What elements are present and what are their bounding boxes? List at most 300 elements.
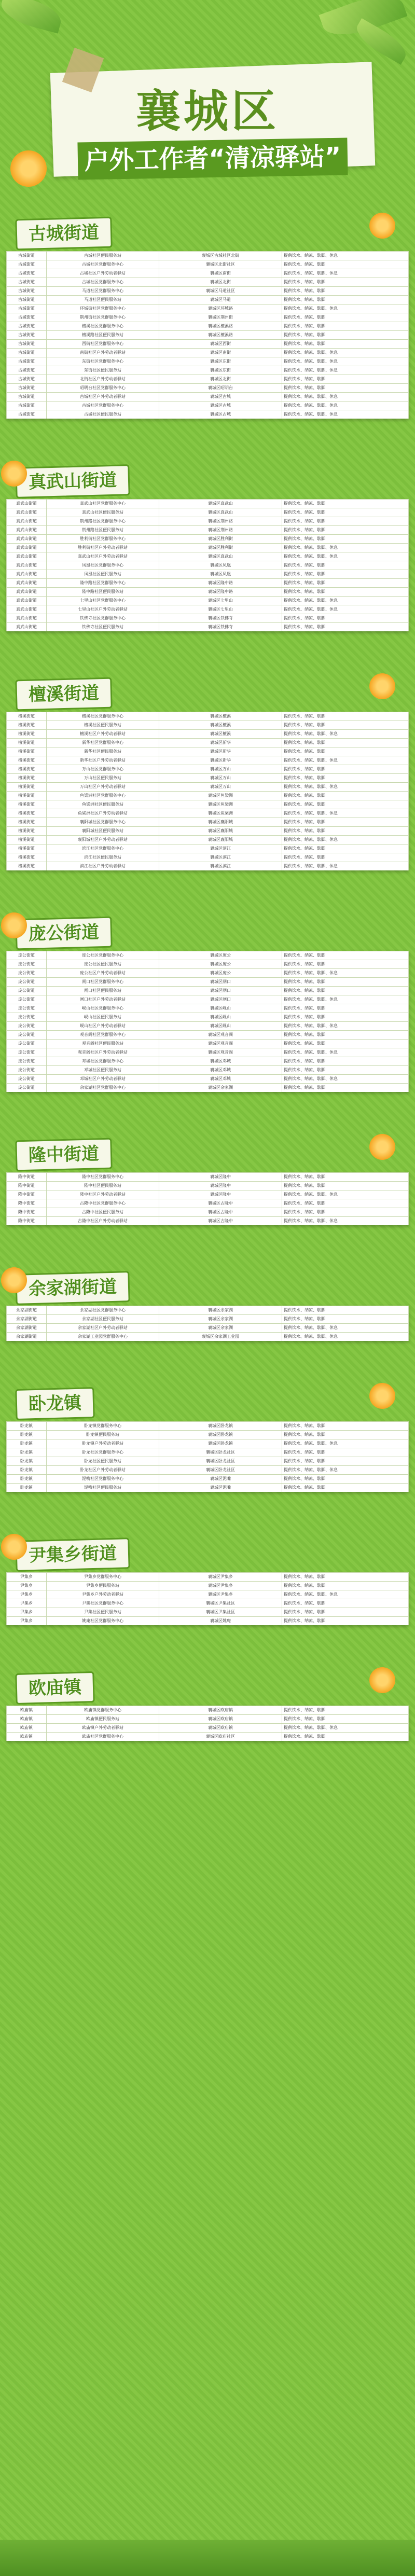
- section: [6, 1539, 409, 1628]
- section-title: 卧龙镇: [15, 1387, 95, 1420]
- table-row: [7, 712, 409, 721]
- table-cell: 檀溪街道: [7, 712, 47, 721]
- table-cell: 提供饮水、纳凉、歇脚: [282, 1608, 409, 1617]
- table-cell: 提供饮水、纳凉、歇脚: [282, 1182, 409, 1190]
- table-cell: 襄城区隆中路: [159, 588, 282, 597]
- table-row: [7, 287, 409, 296]
- table-row: [7, 588, 409, 597]
- table-cell: 襄城区荆州路: [159, 526, 282, 535]
- table-cell: 提供饮水、纳凉、歇脚、休息: [282, 269, 409, 278]
- table-cell: 尹集乡党群服务中心: [47, 1573, 159, 1582]
- table-cell: 庞公街道: [7, 1013, 47, 1022]
- table-cell: 提供饮水、纳凉、歇脚: [282, 278, 409, 287]
- table-row: [7, 756, 409, 765]
- table-cell: 襄城区庞公: [159, 951, 282, 960]
- table-cell: 古城街道: [7, 340, 47, 349]
- table-cell: 马道社区党群服务中心: [47, 287, 159, 296]
- table-cell: 襄城区隆中: [159, 1173, 282, 1182]
- table-row: [7, 1040, 409, 1048]
- table-cell: 襄城区闸口: [159, 987, 282, 995]
- table-cell: 襄城区隆中路: [159, 579, 282, 588]
- table-cell: 襄城区西街: [159, 340, 282, 349]
- table-cell: 卧龙镇: [7, 1448, 47, 1457]
- table-cell: 襄城区余家湖: [159, 1315, 282, 1324]
- table-cell: 襄城区檀溪路: [159, 322, 282, 331]
- table-row: [7, 561, 409, 570]
- table-cell: 闸口社区便民服务站: [47, 987, 159, 995]
- table-cell: 庞公街道: [7, 1022, 47, 1031]
- table-row: [7, 1182, 409, 1190]
- table-row: [7, 747, 409, 756]
- table-cell: 提供饮水、纳凉、歇脚: [282, 561, 409, 570]
- table-cell: 襄城区滨江: [159, 862, 282, 871]
- table-cell: 卧龙镇: [7, 1422, 47, 1431]
- table-row: [7, 393, 409, 401]
- table-cell: 庞公街道: [7, 1031, 47, 1040]
- table-cell: 余家湖社区便民服务站: [47, 1315, 159, 1324]
- table-cell: 古隆中社区党群服务中心: [47, 1199, 159, 1208]
- table-cell: 檀溪街道: [7, 721, 47, 730]
- table-cell: 提供饮水、纳凉、歇脚: [282, 800, 409, 809]
- station-table: [6, 1172, 409, 1225]
- header: [21, 31, 394, 202]
- table-cell: 襄城区真武山: [159, 552, 282, 561]
- table-cell: 真武山社区户外劳动者驿站: [47, 552, 159, 561]
- table-row: [7, 517, 409, 526]
- table-cell: 隆中街道: [7, 1173, 47, 1182]
- table-cell: 庞公街道: [7, 960, 47, 969]
- table-cell: 襄城区东街: [159, 357, 282, 366]
- table-cell: 真武山街道: [7, 544, 47, 552]
- table-cell: 观音阁社区便民服务站: [47, 1040, 159, 1048]
- table-cell: 襄城区铁佛寺: [159, 614, 282, 623]
- table-cell: 襄城区闸口: [159, 978, 282, 987]
- table-cell: 提供饮水、纳凉、歇脚: [282, 765, 409, 774]
- table-row: [7, 1066, 409, 1075]
- table-cell: 卧龙社区户外劳动者驿站: [47, 1466, 159, 1475]
- table-row: [7, 1475, 409, 1484]
- table-cell: 凤凰社区便民服务站: [47, 570, 159, 579]
- table-cell: 提供饮水、纳凉、歇脚、休息: [282, 357, 409, 366]
- table-cell: 隆中路社区党群服务中心: [47, 579, 159, 588]
- table-cell: 古城街道: [7, 287, 47, 296]
- table-cell: 余家湖街道: [7, 1315, 47, 1324]
- table-cell: 襄城区万山: [159, 783, 282, 792]
- table-row: [7, 1031, 409, 1040]
- table-cell: 提供饮水、纳凉、歇脚、休息: [282, 393, 409, 401]
- table-cell: 襄城区胜利街: [159, 535, 282, 544]
- table-cell: 真武山街道: [7, 570, 47, 579]
- table-row: [7, 252, 409, 260]
- table-cell: 提供饮水、纳凉、歇脚: [282, 526, 409, 535]
- table-cell: 古城社区党群服务中心: [47, 260, 159, 269]
- table-cell: 提供饮水、纳凉、歇脚、休息: [282, 1022, 409, 1031]
- table-row: [7, 375, 409, 384]
- table-cell: 襄城区北街社区: [159, 260, 282, 269]
- table-cell: 尹集乡户外劳动者驿站: [47, 1590, 159, 1599]
- table-cell: 檀溪街道: [7, 730, 47, 739]
- table-row: [7, 818, 409, 827]
- table-row: [7, 730, 409, 739]
- table-cell: 襄城区古隆中: [159, 1199, 282, 1208]
- table-cell: 岘山社区便民服务站: [47, 1013, 159, 1022]
- table-cell: 提供饮水、纳凉、歇脚: [282, 1573, 409, 1582]
- table-cell: 襄城区檀溪路: [159, 331, 282, 340]
- table-row: [7, 304, 409, 313]
- table-cell: 提供饮水、纳凉、歇脚、休息: [282, 1075, 409, 1084]
- table-cell: 提供饮水、纳凉、歇脚: [282, 500, 409, 508]
- table-cell: 真武山街道: [7, 614, 47, 623]
- table-row: [7, 1315, 409, 1324]
- table-cell: 提供饮水、纳凉、歇脚、休息: [282, 783, 409, 792]
- table-cell: 提供饮水、纳凉、歇脚: [282, 844, 409, 853]
- table-cell: 提供饮水、纳凉、歇脚: [282, 1057, 409, 1066]
- table-row: [7, 552, 409, 561]
- table-cell: 襄城区邓城: [159, 1057, 282, 1066]
- table-cell: 欧庙镇: [7, 1724, 47, 1733]
- table-cell: 古城社区户外劳动者驿站: [47, 269, 159, 278]
- table-cell: 提供饮水、纳凉、歇脚: [282, 987, 409, 995]
- flower-decoration: [10, 150, 47, 187]
- table-cell: 真武山街道: [7, 561, 47, 570]
- table-cell: 真武山街道: [7, 605, 47, 614]
- table-cell: 提供饮水、纳凉、歇脚、休息: [282, 730, 409, 739]
- table-cell: 提供饮水、纳凉、歇脚、休息: [282, 605, 409, 614]
- table-cell: 闸口社区户外劳动者驿站: [47, 995, 159, 1004]
- table-cell: 卧龙社区便民服务站: [47, 1457, 159, 1466]
- table-cell: 襄阳城社区便民服务站: [47, 827, 159, 836]
- table-cell: 檀溪街道: [7, 818, 47, 827]
- table-cell: 隆中街道: [7, 1199, 47, 1208]
- table-cell: 提供饮水、纳凉、歇脚: [282, 1040, 409, 1048]
- table-cell: 庞公街道: [7, 995, 47, 1004]
- table-cell: 襄城区古隆中: [159, 1208, 282, 1217]
- table-cell: 提供饮水、纳凉、歇脚、休息: [282, 1333, 409, 1341]
- table-cell: 提供饮水、纳凉、歇脚: [282, 1199, 409, 1208]
- table-cell: 北街社区户外劳动者驿站: [47, 375, 159, 384]
- table-row: [7, 597, 409, 605]
- table-cell: 提供饮水、纳凉、歇脚: [282, 287, 409, 296]
- table-cell: 卧龙社区党群服务中心: [47, 1448, 159, 1457]
- table-cell: 襄城区欧庙镇: [159, 1715, 282, 1724]
- table-cell: 襄城区隆中: [159, 1182, 282, 1190]
- table-cell: 檀溪街道: [7, 783, 47, 792]
- table-cell: 尹集乡: [7, 1590, 47, 1599]
- table-row: [7, 579, 409, 588]
- table-row: [7, 862, 409, 871]
- table-row: [7, 1199, 409, 1208]
- table-cell: 古城街道: [7, 357, 47, 366]
- table-cell: 南街社区户外劳动者驿站: [47, 349, 159, 357]
- table-row: [7, 827, 409, 836]
- table-cell: 襄城区卧龙社区: [159, 1448, 282, 1457]
- table-cell: 襄城区观音阁: [159, 1031, 282, 1040]
- table-row: [7, 739, 409, 747]
- flower-decoration: [1, 1534, 27, 1560]
- table-cell: 余家湖街道: [7, 1333, 47, 1341]
- table-row: [7, 322, 409, 331]
- table-cell: 襄城区余家湖工业园: [159, 1333, 282, 1341]
- table-cell: 提供饮水、纳凉、歇脚: [282, 1173, 409, 1182]
- table-row: [7, 1333, 409, 1341]
- table-cell: 襄城区万山: [159, 765, 282, 774]
- table-cell: 襄城区岘山: [159, 1013, 282, 1022]
- table-cell: 岘山社区户外劳动者驿站: [47, 1022, 159, 1031]
- table-cell: 提供饮水、纳凉、歇脚: [282, 951, 409, 960]
- section-title: 古城街道: [15, 217, 113, 251]
- table-cell: 襄城区环城路: [159, 304, 282, 313]
- table-cell: 襄城区余家湖: [159, 1324, 282, 1333]
- section-title: 欧庙镇: [15, 1671, 95, 1705]
- table-cell: 提供饮水、纳凉、歇脚: [282, 1599, 409, 1608]
- table-row: [7, 357, 409, 366]
- table-row: [7, 526, 409, 535]
- table-cell: 古城街道: [7, 269, 47, 278]
- table-cell: 隆中社区党群服务中心: [47, 1173, 159, 1182]
- table-cell: 提供饮水、纳凉、歇脚、休息: [282, 995, 409, 1004]
- table-row: [7, 500, 409, 508]
- table-row: [7, 1217, 409, 1226]
- table-cell: 卧龙镇户外劳动者驿站: [47, 1439, 159, 1448]
- table-cell: 真武山街道: [7, 552, 47, 561]
- table-cell: 提供饮水、纳凉、歇脚: [282, 1031, 409, 1040]
- table-row: [7, 366, 409, 375]
- table-row: [7, 995, 409, 1004]
- table-cell: 真武山街道: [7, 508, 47, 517]
- table-row: [7, 765, 409, 774]
- table-cell: 庞公街道: [7, 1075, 47, 1084]
- table-cell: 提供饮水、纳凉、歇脚: [282, 1431, 409, 1439]
- table-cell: 提供饮水、纳凉、歇脚: [282, 1013, 409, 1022]
- table-cell: 尹集乡便民服务站: [47, 1582, 159, 1590]
- table-cell: 凤凰社区党群服务中心: [47, 561, 159, 570]
- table-cell: 隆中路社区便民服务站: [47, 588, 159, 597]
- table-cell: 隆中街道: [7, 1190, 47, 1199]
- table-cell: 提供饮水、纳凉、歇脚、休息: [282, 1217, 409, 1226]
- table-cell: 余家湖社区户外劳动者驿站: [47, 1324, 159, 1333]
- table-row: [7, 313, 409, 322]
- table-cell: 真武山街道: [7, 526, 47, 535]
- table-cell: 尹集乡: [7, 1573, 47, 1582]
- table-cell: 古城街道: [7, 401, 47, 410]
- table-cell: 古城街道: [7, 278, 47, 287]
- table-cell: 襄城区南街: [159, 269, 282, 278]
- table-cell: 襄城区古城社区北街: [159, 252, 282, 260]
- table-row: [7, 1715, 409, 1724]
- table-row: [7, 1324, 409, 1333]
- grass-footer: [0, 2540, 415, 2576]
- table-cell: 鱼梁洲社区党群服务中心: [47, 792, 159, 800]
- table-cell: 襄城区古城: [159, 401, 282, 410]
- table-cell: 新华社区户外劳动者驿站: [47, 756, 159, 765]
- table-cell: 襄城区姚庵: [159, 1617, 282, 1626]
- section: [6, 466, 409, 634]
- table-cell: 卧龙镇党群服务中心: [47, 1422, 159, 1431]
- table-row: [7, 969, 409, 978]
- table-cell: 襄城区尹集乡: [159, 1573, 282, 1582]
- table-cell: 襄城区卧龙镇: [159, 1431, 282, 1439]
- table-cell: 邓城社区党群服务中心: [47, 1057, 159, 1066]
- flower-decoration: [1, 912, 27, 938]
- table-cell: 荆州街社区党群服务中心: [47, 313, 159, 322]
- table-cell: 提供饮水、纳凉、歇脚: [282, 827, 409, 836]
- table-cell: 檀溪社区便民服务站: [47, 721, 159, 730]
- table-cell: 提供饮水、纳凉、歇脚: [282, 375, 409, 384]
- table-row: [7, 1208, 409, 1217]
- table-cell: 提供饮水、纳凉、歇脚: [282, 1706, 409, 1715]
- table-row: [7, 410, 409, 419]
- table-cell: 万山社区便民服务站: [47, 774, 159, 783]
- page-subtitle: 户外工作者“清凉驿站”: [77, 137, 348, 179]
- station-table: [6, 951, 409, 1092]
- table-row: [7, 960, 409, 969]
- table-row: [7, 987, 409, 995]
- table-cell: 襄城区七里山: [159, 597, 282, 605]
- section: [6, 678, 409, 874]
- table-cell: 檀溪街道: [7, 774, 47, 783]
- table-cell: 滨江社区户外劳动者驿站: [47, 862, 159, 871]
- table-cell: 欧庙镇党群服务中心: [47, 1706, 159, 1715]
- table-cell: 真武山社区便民服务站: [47, 508, 159, 517]
- table-cell: 提供饮水、纳凉、歇脚: [282, 1457, 409, 1466]
- table-row: [7, 570, 409, 579]
- table-cell: 古城街道: [7, 296, 47, 304]
- flower-decoration: [369, 1134, 395, 1160]
- table-cell: 檀溪社区户外劳动者驿站: [47, 730, 159, 739]
- table-cell: 提供饮水、纳凉、歇脚: [282, 1715, 409, 1724]
- table-cell: 提供饮水、纳凉、歇脚、休息: [282, 1048, 409, 1057]
- table-cell: 提供饮水、纳凉、歇脚: [282, 535, 409, 544]
- table-cell: 提供饮水、纳凉、歇脚、休息: [282, 1466, 409, 1475]
- table-cell: 荆州路社区党群服务中心: [47, 517, 159, 526]
- table-cell: 襄城区卧龙社区: [159, 1457, 282, 1466]
- table-cell: 襄城区万山: [159, 774, 282, 783]
- table-cell: 提供饮水、纳凉、歇脚、休息: [282, 862, 409, 871]
- table-cell: 提供饮水、纳凉、歇脚、休息: [282, 836, 409, 844]
- table-row: [7, 544, 409, 552]
- table-cell: 提供饮水、纳凉、歇脚: [282, 579, 409, 588]
- table-cell: 古城街道: [7, 366, 47, 375]
- table-cell: 万山社区党群服务中心: [47, 765, 159, 774]
- table-row: [7, 800, 409, 809]
- table-row: [7, 853, 409, 862]
- table-cell: 东街社区党群服务中心: [47, 357, 159, 366]
- table-cell: 提供饮水、纳凉、歇脚、休息: [282, 1724, 409, 1733]
- table-cell: 庞公街道: [7, 978, 47, 987]
- table-row: [7, 1733, 409, 1741]
- table-row: [7, 269, 409, 278]
- flower-decoration: [369, 1383, 395, 1409]
- table-cell: 环城街社区党群服务中心: [47, 304, 159, 313]
- table-cell: 卧龙镇: [7, 1439, 47, 1448]
- table-cell: 襄城区岘山: [159, 1022, 282, 1031]
- section: [6, 1388, 409, 1495]
- table-cell: 真武山街道: [7, 500, 47, 508]
- table-cell: 襄城区尹集乡: [159, 1590, 282, 1599]
- table-cell: 隆中街道: [7, 1217, 47, 1226]
- table-cell: 提供饮水、纳凉、歇脚、休息: [282, 410, 409, 419]
- table-cell: 七里山社区党群服务中心: [47, 597, 159, 605]
- table-row: [7, 260, 409, 269]
- table-cell: 提供饮水、纳凉、歇脚: [282, 1422, 409, 1431]
- table-row: [7, 1590, 409, 1599]
- table-cell: 欧庙镇: [7, 1715, 47, 1724]
- table-cell: 襄城区真武山: [159, 500, 282, 508]
- table-cell: 襄城区庞公: [159, 960, 282, 969]
- table-cell: 提供饮水、纳凉、歇脚: [282, 1306, 409, 1315]
- table-row: [7, 1013, 409, 1022]
- table-cell: 提供饮水、纳凉、歇脚: [282, 1066, 409, 1075]
- table-row: [7, 1573, 409, 1582]
- table-cell: 欧庙镇: [7, 1733, 47, 1741]
- table-cell: 檀溪街道: [7, 844, 47, 853]
- table-row: [7, 384, 409, 393]
- table-cell: 尹集乡: [7, 1617, 47, 1626]
- table-cell: 提供饮水、纳凉、歇脚、休息: [282, 252, 409, 260]
- table-row: [7, 296, 409, 304]
- table-cell: 襄城区鱼梁洲: [159, 809, 282, 818]
- table-cell: 提供饮水、纳凉、歇脚: [282, 774, 409, 783]
- table-cell: 提供饮水、纳凉、歇脚: [282, 1004, 409, 1013]
- table-row: [7, 844, 409, 853]
- table-cell: 檀溪路社区便民服务站: [47, 331, 159, 340]
- table-cell: 提供饮水、纳凉、歇脚、休息: [282, 809, 409, 818]
- table-cell: 隆中街道: [7, 1208, 47, 1217]
- table-cell: 古城街道: [7, 331, 47, 340]
- table-cell: 襄城区真武山: [159, 508, 282, 517]
- table-cell: 檀溪街道: [7, 756, 47, 765]
- table-cell: 马道社区便民服务站: [47, 296, 159, 304]
- table-row: [7, 1306, 409, 1315]
- table-cell: 庞公社区党群服务中心: [47, 951, 159, 960]
- table-row: [7, 605, 409, 614]
- section-title: 真武山街道: [15, 464, 130, 498]
- table-cell: 胜利街社区户外劳动者驿站: [47, 544, 159, 552]
- table-cell: 古隆中社区户外劳动者驿站: [47, 1217, 159, 1226]
- table-cell: 真武山社区党群服务中心: [47, 500, 159, 508]
- table-cell: 提供饮水、纳凉、歇脚、休息: [282, 349, 409, 357]
- table-cell: 岘山社区党群服务中心: [47, 1004, 159, 1013]
- table-row: [7, 783, 409, 792]
- table-cell: 提供饮水、纳凉、歇脚: [282, 384, 409, 393]
- table-cell: 襄城区卧龙镇: [159, 1422, 282, 1431]
- table-row: [7, 774, 409, 783]
- table-cell: 卧龙镇: [7, 1475, 47, 1484]
- table-cell: 提供饮水、纳凉、歇脚: [282, 1617, 409, 1626]
- table-cell: 襄城区余家湖: [159, 1084, 282, 1092]
- table-cell: 提供饮水、纳凉、歇脚: [282, 1582, 409, 1590]
- table-cell: 提供饮水、纳凉、歇脚: [282, 340, 409, 349]
- table-cell: 襄阳城社区党群服务中心: [47, 818, 159, 827]
- table-row: [7, 1448, 409, 1457]
- station-table: [6, 712, 409, 870]
- table-cell: 檀溪街道: [7, 853, 47, 862]
- table-cell: 襄城区尹集社区: [159, 1608, 282, 1617]
- table-cell: 隆中社区便民服务站: [47, 1182, 159, 1190]
- table-cell: 庞公街道: [7, 1066, 47, 1075]
- section-title: 檀溪街道: [15, 677, 113, 711]
- table-row: [7, 1706, 409, 1715]
- table-cell: 提供饮水、纳凉、歇脚: [282, 712, 409, 721]
- table-cell: 襄城区欧庙镇: [159, 1724, 282, 1733]
- table-cell: 襄城区卧龙镇: [159, 1439, 282, 1448]
- table-cell: 襄城区胜利街: [159, 544, 282, 552]
- table-cell: 提供饮水、纳凉、歇脚: [282, 739, 409, 747]
- table-cell: 古隆中社区便民服务站: [47, 1208, 159, 1217]
- table-cell: 提供饮水、纳凉、歇脚: [282, 1208, 409, 1217]
- table-cell: 铁佛寺社区党群服务中心: [47, 614, 159, 623]
- table-cell: 邓城社区便民服务站: [47, 1066, 159, 1075]
